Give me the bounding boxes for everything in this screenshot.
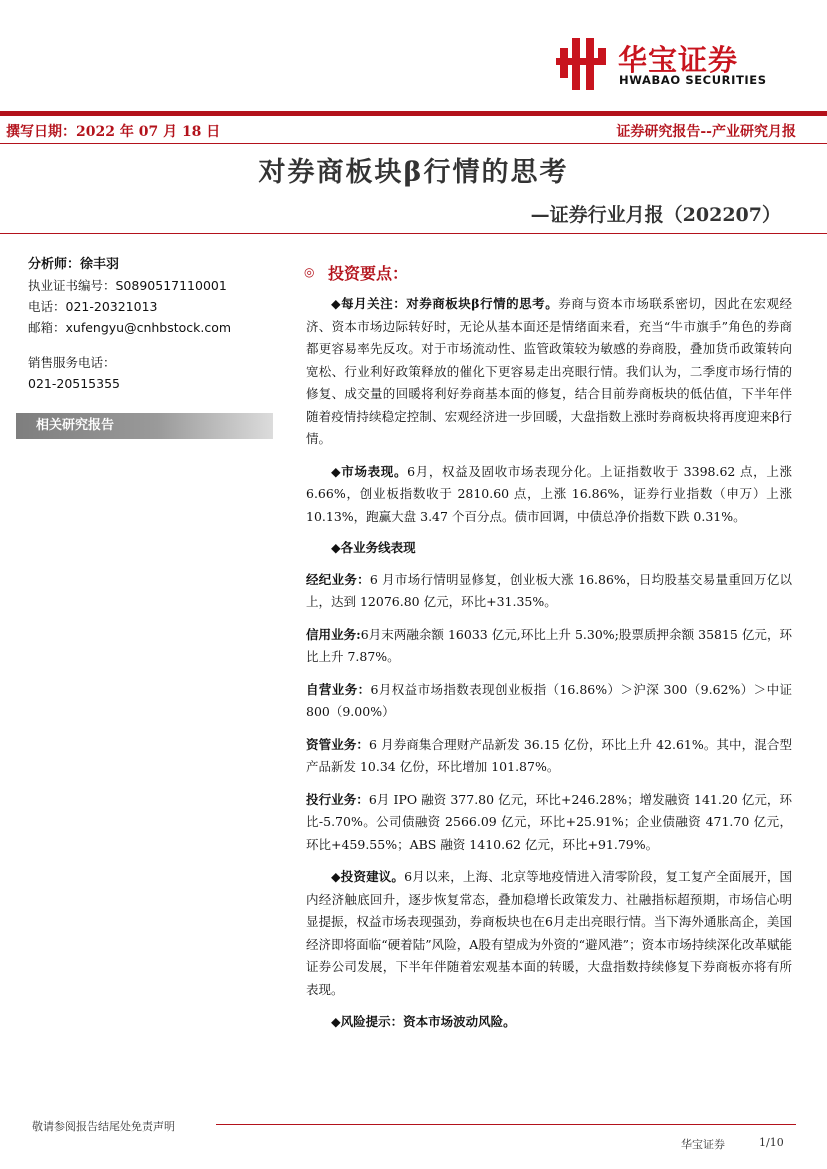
brokerage-paragraph: 经纪业务：6 月市场行情明显修复，创业板大涨 16.86%，日均股基交易量重回万亿以上，达到 12076.80 亿元，环比+31.35%。 [306,571,792,609]
sales-label: 销售服务电话： [28,355,116,370]
credit-paragraph: 信用业务:6月末两融余额 16033 亿元,环比上升 5.30%;股票质押余额 35815 亿元，环比上升 7.87%。 [306,626,792,664]
investment-advice-paragraph: ◆投资建议。6月以来，上海、北京等地疫情进入清零阶段，复工复产全面展开，国内经济触底回升，逐步恢复常态，叠加稳增长政策发力、社融指标超预期，市场信心明显提振，权益市场表现强劲，券商板块也在6月走出亮眼行情。当下海外通胀高企，美国经济即将面临“硬着陆”风险，A股有望成为外资的“避风港”；资本市场持续深化改革赋能证券公司发展，下半年伴随着宏观基本面的转暖，大盘指数持续修复下券商板亦将有所表现。 [306,869,792,997]
logo-name-en: HWABAO SECURITIES [619,73,767,87]
key-points-section [306,262,792,1034]
title-divider [0,233,827,234]
analyst-license: 执业证书编号：S0890517110001 [28,278,227,293]
header-info-row [0,119,827,143]
footer-firm: 华宝证券 [681,1138,725,1151]
target-icon: ◎ [304,265,315,279]
report-subtitle: —证券行业月报（202207） [530,204,781,226]
header-divider [0,143,827,144]
analyst-name: 分析师：徐丰羽 [28,257,120,272]
risk-warning: ◆风险提示：资本市场波动风险。 [331,1014,516,1029]
header-band [0,111,827,116]
proprietary-paragraph: 自营业务：6月权益市场指数表现创业板指（16.86%）＞沪深 300（9.62%）＞中证 800（9.00%） [306,681,792,719]
report-type: 证券研究报告--产业研究月报 [616,124,796,140]
asset-management-paragraph: 资管业务：6 月券商集合理财产品新发 36.15 亿份，环比上升 42.61%。其中，混合型产品新发 10.34 亿份，环比增加 101.87%。 [306,736,792,774]
investment-banking-paragraph: 投行业务：6月 IPO 融资 377.80 亿元，环比+246.28%；增发融资 141.20 亿元，环比-5.70%。公司债融资 2566.09 亿元，环比+25.91%；企业债融资 471.70 亿元，环比+459.55%；ABS 融资 1410.62 亿元，环比+91.79%。 [306,791,792,852]
business-lines-heading: ◆各业务线表现 [331,540,416,555]
analyst-panel [28,254,278,394]
company-logo [556,34,796,94]
analyst-phone: 电话：021-20321013 [28,299,158,314]
logo-name-cn: 华宝证券 [618,43,739,77]
market-performance-paragraph: ◆市场表现。6月，权益及固收市场表现分化。上证指数收于 3398.62 点，上涨 6.66%，创业板指数收于 2810.60 点，上涨 16.86%，证券行业指数（申万）上涨 10.13%，跑赢大盘 3.47 个百分点。债市回调，中债总净价指数下跌 0.31%。 [306,463,792,524]
sales-phone: 021-20515355 [28,376,120,391]
related-reports-header: 相关研究报告 [16,413,273,439]
page-number: 1/10 [759,1136,784,1149]
report-title: 对券商板块β行情的思考 [258,157,569,188]
footer-divider [216,1124,796,1125]
key-points-title: 投资要点： [328,263,409,283]
report-date: 撰写日期：2022 年 07 月 18 日 [6,124,221,140]
analyst-email[interactable]: 邮箱：xufengyu@cnhbstock.com [28,320,232,335]
key-points-heading [304,262,792,282]
footer-disclaimer: 敬请参阅报告结尾处免责声明 [32,1120,175,1133]
monthly-focus-paragraph: ◆每月关注：对券商板块β行情的思考。券商与资本市场联系密切，因此在宏观经济、资本市场边际转好时，无论从基本面还是情绪面来看，充当“牛市旗手”角色的券商都更容易率先反攻。对于市场流动性、监管政策较为敏感的券商股，叠加货币政策转向宽松、行业利好政策释放的催化下更容易走出亮眼行情。我们认为，二季度市场行情的修复、成交量的回暖将利好券商基本面的修复，结合目前券商板块的低估值，下半年伴随着疫情持续稳定控制、宏观经济进一步回暖，大盘指数上涨时券商板块将再度迎来β行情。 [306,296,792,446]
logo-mark-icon [556,34,612,94]
